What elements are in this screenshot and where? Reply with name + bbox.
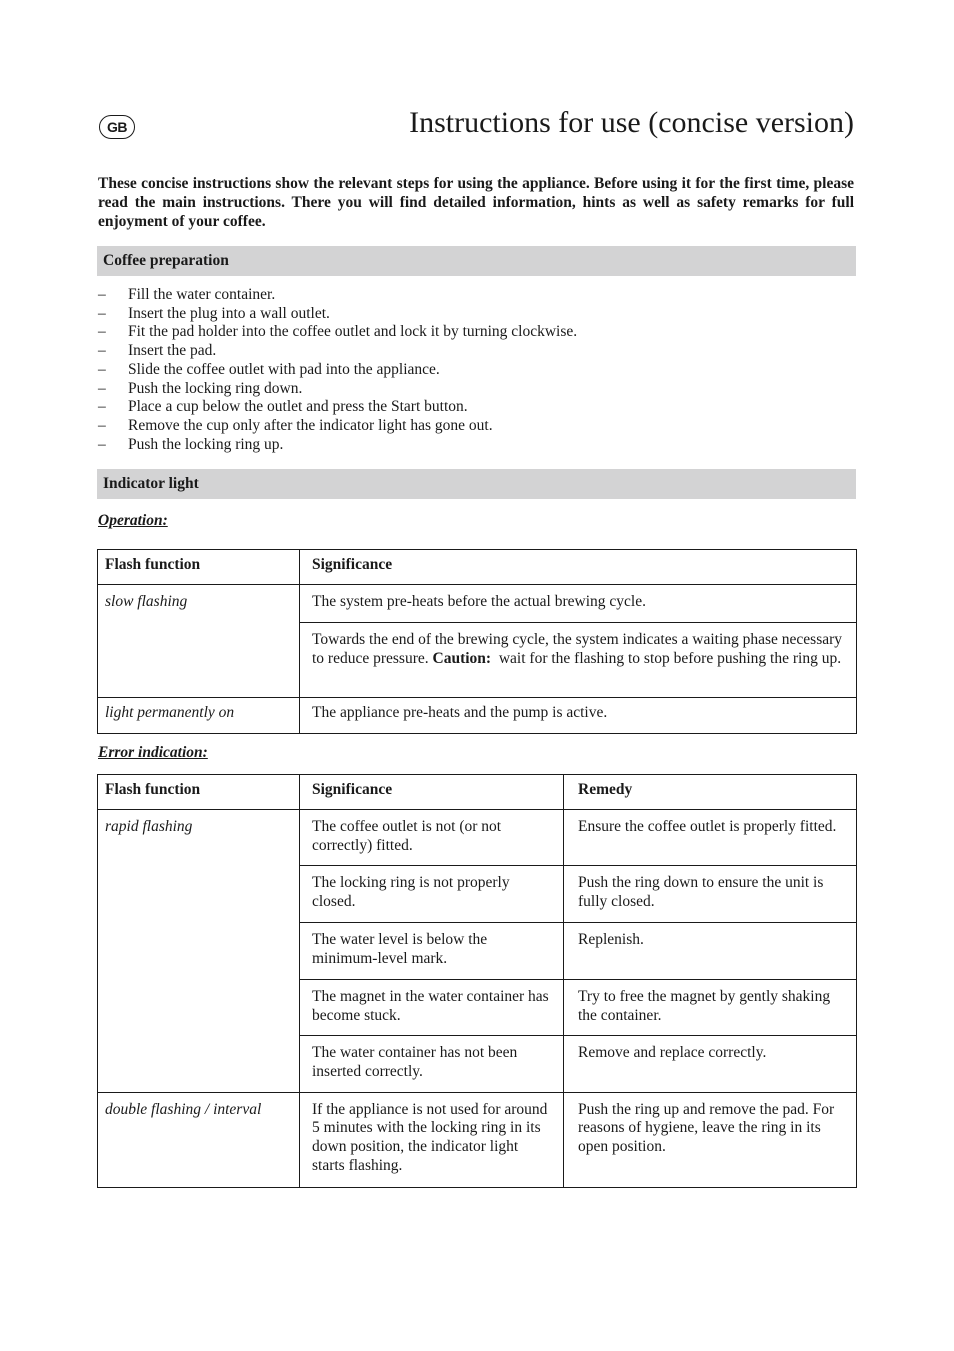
remedy-cell: Try to free the magnet by gently shaking the container. (564, 979, 857, 1035)
bullet-dash: – (98, 416, 106, 434)
step-text: Place a cup below the outlet and press the Start button. (128, 398, 468, 416)
step-text: Fit the pad holder into the coffee outlet and lock it by turning clockwise. (128, 323, 578, 341)
step-text: Fill the water container. (128, 286, 276, 303)
remedy-cell: Replenish. (564, 923, 857, 979)
significance-cell: The locking ring is not properly closed. (300, 866, 564, 923)
coffee-preparation-steps (98, 286, 577, 454)
list-item (98, 323, 577, 342)
list-item (98, 380, 577, 399)
significance-cell: The magnet in the water container has become stuck. (300, 979, 564, 1035)
bullet-dash: – (98, 435, 106, 453)
list-item (98, 286, 577, 305)
step-text: Slide the coffee outlet with pad into the appliance. (128, 360, 440, 378)
table-header-row (98, 775, 857, 810)
significance-text: wait for the flashing to stop before pushing the ring up. (498, 649, 842, 667)
step-text: Insert the plug into a wall outlet. (128, 304, 330, 322)
list-item (98, 436, 577, 455)
significance-text: Towards the end of the brewing cycle, the system indicates a waiting phase necessary to reduce pressure. (312, 631, 843, 667)
significance-cell: The coffee outlet is not (or not correctly) fitted. (300, 810, 564, 866)
significance-cell (300, 623, 857, 698)
step-text: Insert the pad. (128, 342, 217, 360)
column-header-significance: Significance (300, 775, 564, 810)
table-row (98, 698, 857, 734)
bullet-dash: – (98, 379, 106, 397)
step-text: Remove the cup only after the indicator light has gone out. (128, 416, 493, 434)
column-header-flash-function: Flash function (98, 775, 300, 810)
significance-cell: If the appliance is not used for around 5 minutes with the locking ring in its down position, the indicator light starts flashing. (300, 1092, 564, 1187)
remedy-cell: Push the ring down to ensure the unit is fully closed. (564, 866, 857, 923)
error-indication-heading: Error indication: (98, 744, 208, 761)
flash-function-cell: double flashing / interval (98, 1092, 300, 1187)
table-row (98, 810, 857, 866)
flash-function-cell: rapid flashing (98, 810, 300, 1093)
table-row (98, 1092, 857, 1187)
operation-heading: Operation: (98, 512, 168, 529)
list-item (98, 342, 577, 361)
bullet-dash: – (98, 360, 106, 378)
remedy-cell: Remove and replace correctly. (564, 1036, 857, 1092)
bullet-dash: – (98, 323, 106, 341)
column-header-remedy: Remedy (564, 775, 857, 810)
column-header-flash-function: Flash function (98, 550, 300, 585)
flash-function-cell: slow flashing (98, 585, 300, 698)
bullet-dash: – (98, 286, 106, 303)
list-item (98, 398, 577, 417)
remedy-cell: Ensure the coffee outlet is properly fitted. (564, 810, 857, 866)
step-text: Push the locking ring up. (128, 435, 284, 453)
caution-label: Caution: (432, 649, 492, 667)
table-row (98, 585, 857, 623)
language-badge: GB (99, 115, 135, 139)
remedy-cell: Push the ring up and remove the pad. For reasons of hygiene, leave the ring in its open position. (564, 1092, 857, 1187)
step-text: Push the locking ring down. (128, 379, 303, 397)
significance-cell: The water container has not been inserted correctly. (300, 1036, 564, 1092)
section-heading-indicator-light: Indicator light (97, 469, 856, 499)
significance-cell: The system pre-heats before the actual brewing cycle. (300, 585, 857, 623)
operation-table (97, 549, 857, 734)
section-heading-coffee-preparation: Coffee preparation (97, 246, 856, 276)
significance-cell: The appliance pre-heats and the pump is active. (300, 698, 857, 734)
bullet-dash: – (98, 342, 106, 360)
page-title: Instructions for use (concise version) (409, 106, 854, 139)
list-item (98, 305, 577, 324)
list-item (98, 417, 577, 436)
column-header-significance: Significance (300, 550, 857, 585)
significance-cell: The water level is below the minimum-level mark. (300, 923, 564, 979)
bullet-dash: – (98, 304, 106, 322)
error-indication-table (97, 774, 857, 1188)
intro-paragraph: These concise instructions show the relevant steps for using the appliance. Before using it for the first time, please read the main instructions. There you will find detailed information, hints as well as safety remarks for full enjoyment of your coffee. (98, 175, 854, 230)
flash-function-cell: light permanently on (98, 698, 300, 734)
bullet-dash: – (98, 398, 106, 416)
list-item (98, 361, 577, 380)
table-header-row (98, 550, 857, 585)
